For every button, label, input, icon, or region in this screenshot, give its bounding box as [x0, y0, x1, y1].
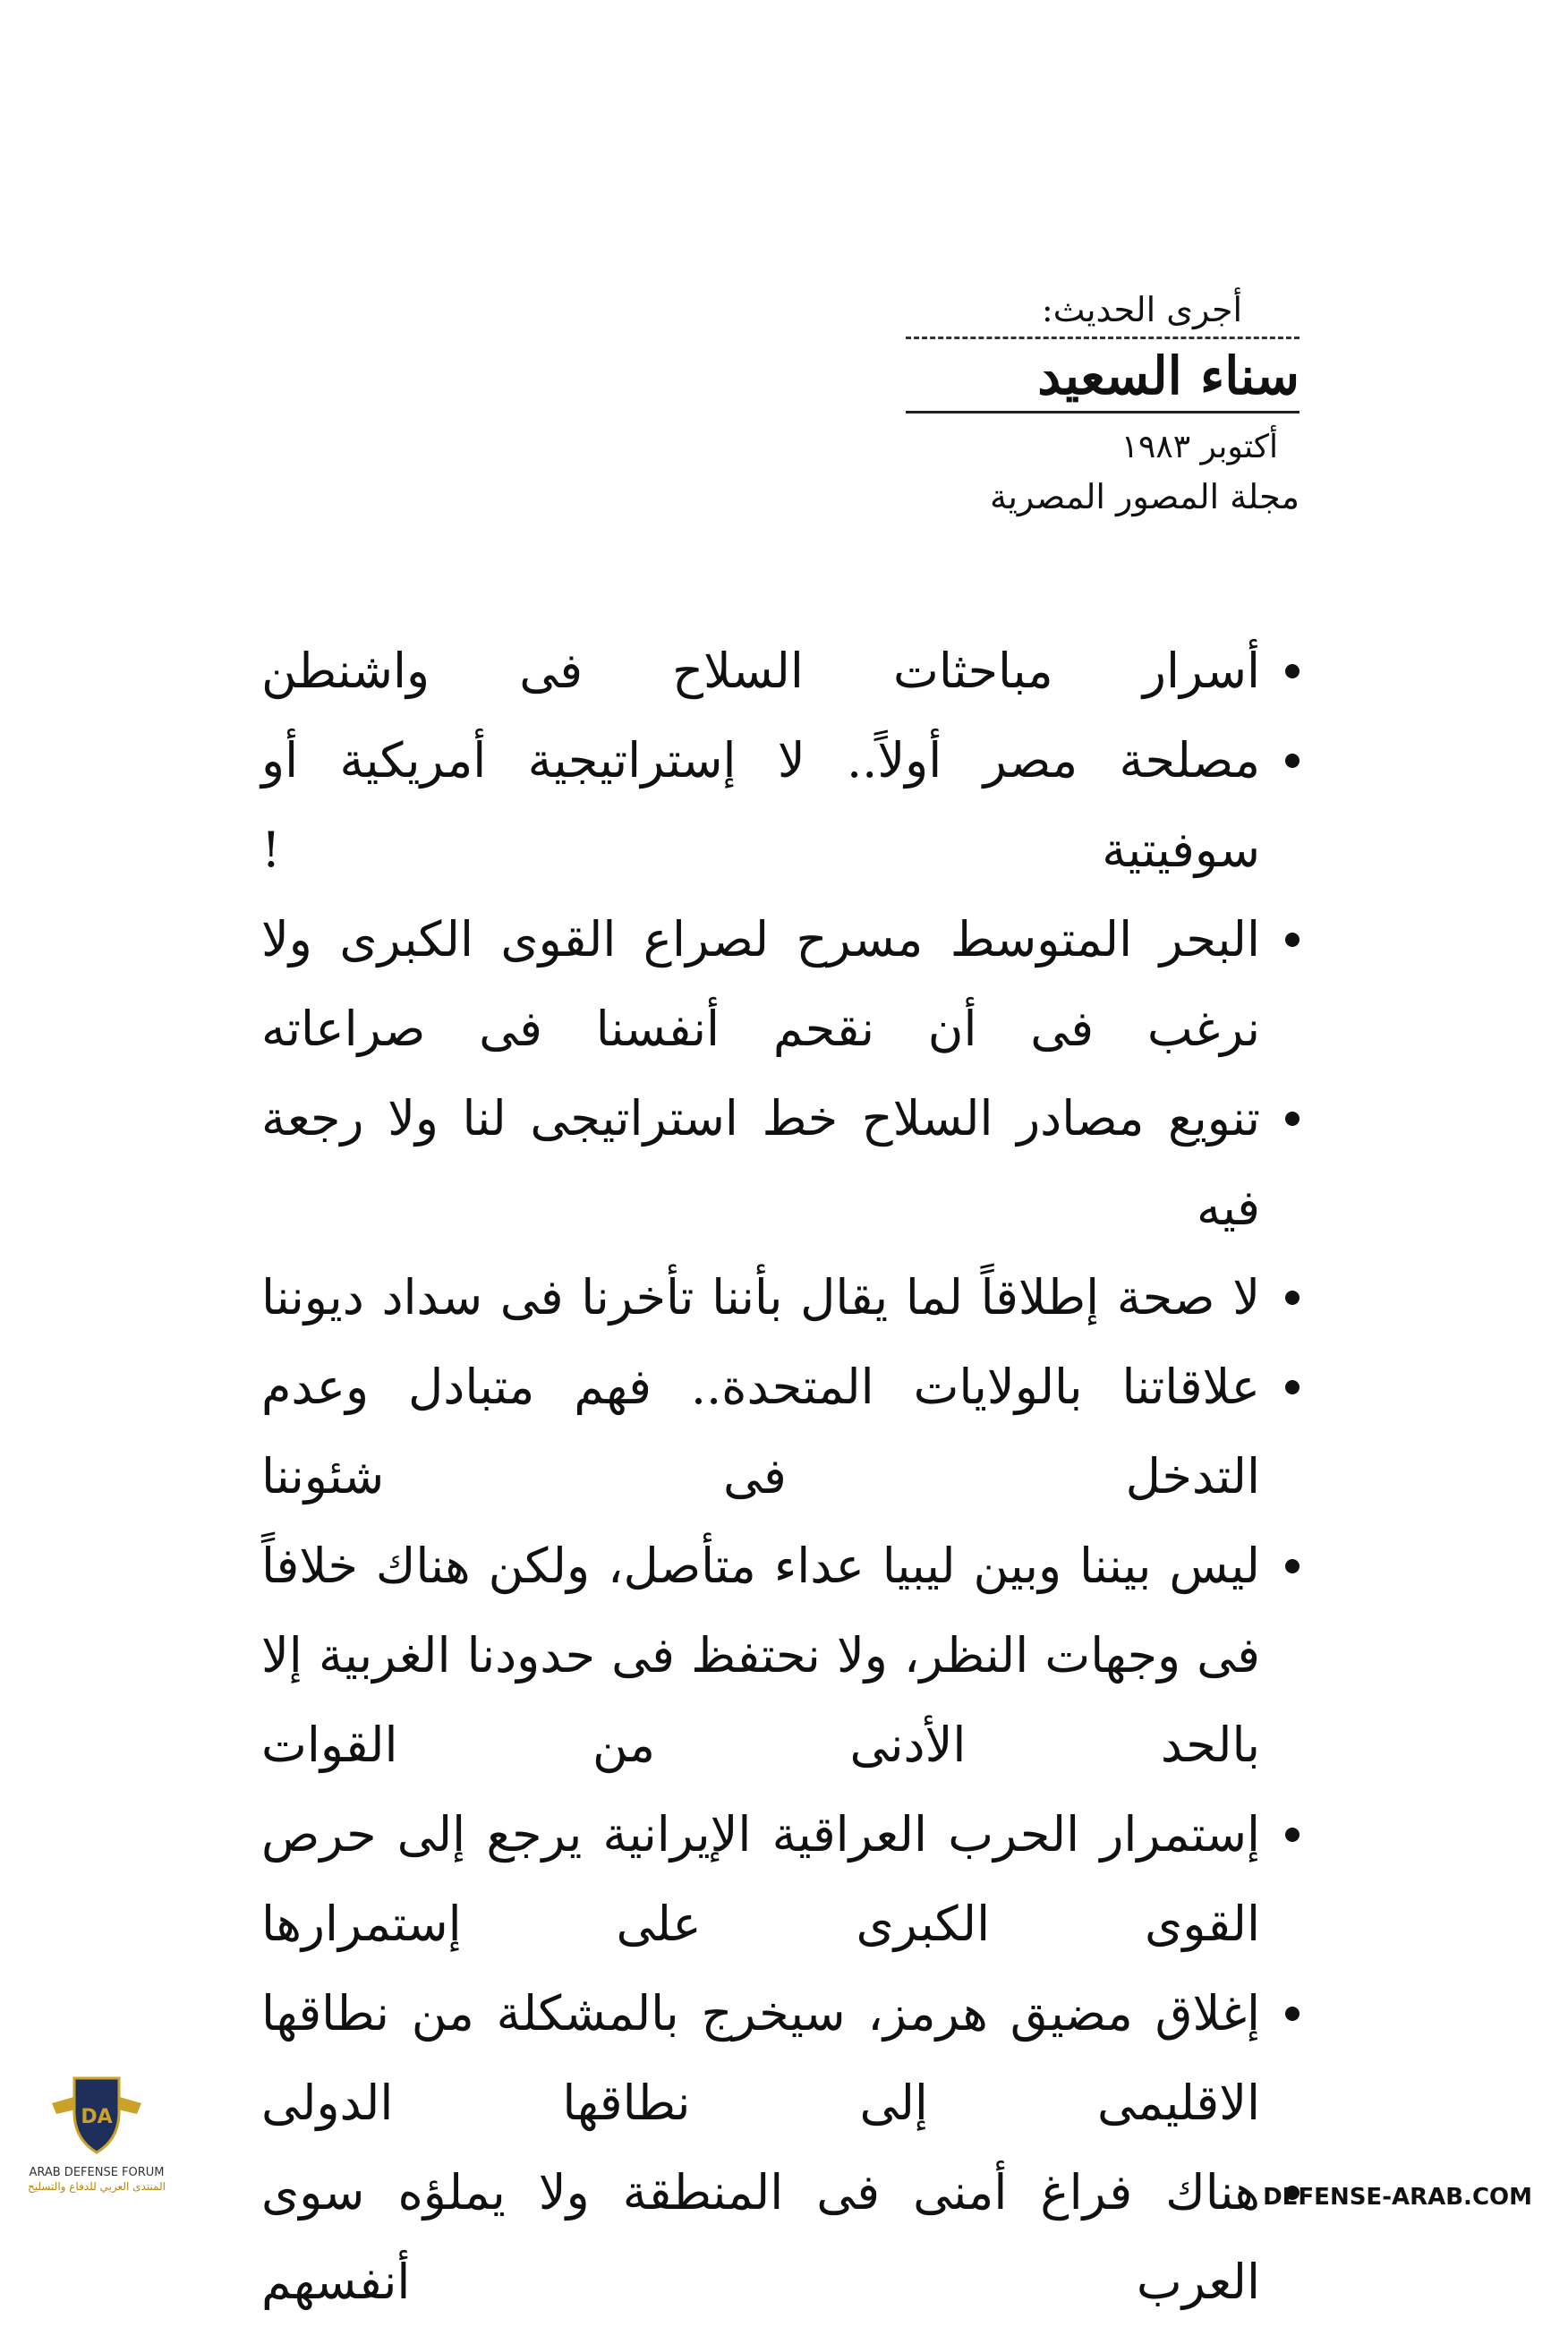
- publication-date: أكتوبر ١٩٨٣: [1121, 429, 1278, 465]
- bullet-icon: [1285, 933, 1300, 947]
- point-text: علاقاتنا بالولايات المتحدة.. فهم متبادل وعدم التدخل فى شئوننا: [261, 1359, 1260, 1504]
- interview-credits: [906, 286, 1300, 521]
- list-item: [261, 895, 1300, 1074]
- list-item: [261, 2148, 1300, 2327]
- interviewer-label: أجرى الحديث:: [1041, 290, 1242, 329]
- site-watermark: DEFENSE-ARAB.COM: [1263, 2184, 1532, 2211]
- forum-name-ar: المنتدى العربي للدفاع والتسليح: [28, 2180, 166, 2193]
- bullet-icon: [1285, 2007, 1300, 2021]
- point-text: أسرار مباحثات السلاح فى واشنطن: [261, 643, 1260, 699]
- list-item: [261, 1342, 1300, 1522]
- point-text: إستمرار الحرب العراقية الإيرانية يرجع إلى حرص القوى الكبرى على إستمرارها: [261, 1806, 1260, 1952]
- bullet-icon: [1285, 1291, 1300, 1305]
- dashed-divider: [906, 337, 1300, 339]
- point-text: البحر المتوسط مسرح لصراع القوى الكبرى ولا نرغب فى أن نقحم أنفسنا فى صراعاته: [261, 911, 1260, 1057]
- forum-name-en: ARAB DEFENSE FORUM: [29, 2166, 165, 2179]
- point-text: ليس بيننا وبين ليبيا عداء متأصل، ولكن هناك خلافاً فى وجهات النظر، ولا نحتفظ فى حدودنا الغربية إلا بالحد الأدنى من القوات: [261, 1538, 1260, 1773]
- point-text: مصلحة مصر أولاً.. لا إستراتيجية أمريكية أو سوفيتية !: [261, 732, 1260, 878]
- forum-logo: [25, 2067, 168, 2211]
- logo-initials: DA: [81, 2106, 113, 2128]
- key-points-list: [261, 626, 1300, 2327]
- list-item: [261, 1074, 1300, 1253]
- list-item: [261, 1522, 1300, 1790]
- point-text: إغلاق مضيق هرمز، سيخرج بالمشكلة من نطاقها الاقليمى إلى نطاقها الدولى: [261, 1985, 1260, 2131]
- point-text: لا صحة إطلاقاً لما يقال بأننا تأخرنا فى سداد ديوننا: [261, 1269, 1260, 1325]
- list-item: [261, 1790, 1300, 1969]
- list-item: [261, 1969, 1300, 2148]
- point-text: هناك فراغ أمنى فى المنطقة ولا يملؤه سوى العرب أنفسهم: [261, 2164, 1260, 2310]
- bullet-icon: [1285, 1828, 1300, 1842]
- shield-wings-icon: [47, 2067, 146, 2166]
- bullet-icon: [1285, 1112, 1300, 1126]
- list-item: [261, 716, 1300, 895]
- bullet-icon: [1285, 754, 1300, 768]
- bullet-icon: [1285, 1380, 1300, 1394]
- magazine-name: مجلة المصور المصرية: [989, 477, 1300, 516]
- point-text: تنويع مصادر السلاح خط استراتيجى لنا ولا رجعة فيه: [261, 1090, 1260, 1236]
- bullet-icon: [1285, 1559, 1300, 1573]
- bullet-icon: [1285, 664, 1300, 678]
- list-item: [261, 1253, 1300, 1342]
- list-item: [261, 626, 1300, 716]
- interviewer-name: سناء السعيد: [906, 346, 1300, 413]
